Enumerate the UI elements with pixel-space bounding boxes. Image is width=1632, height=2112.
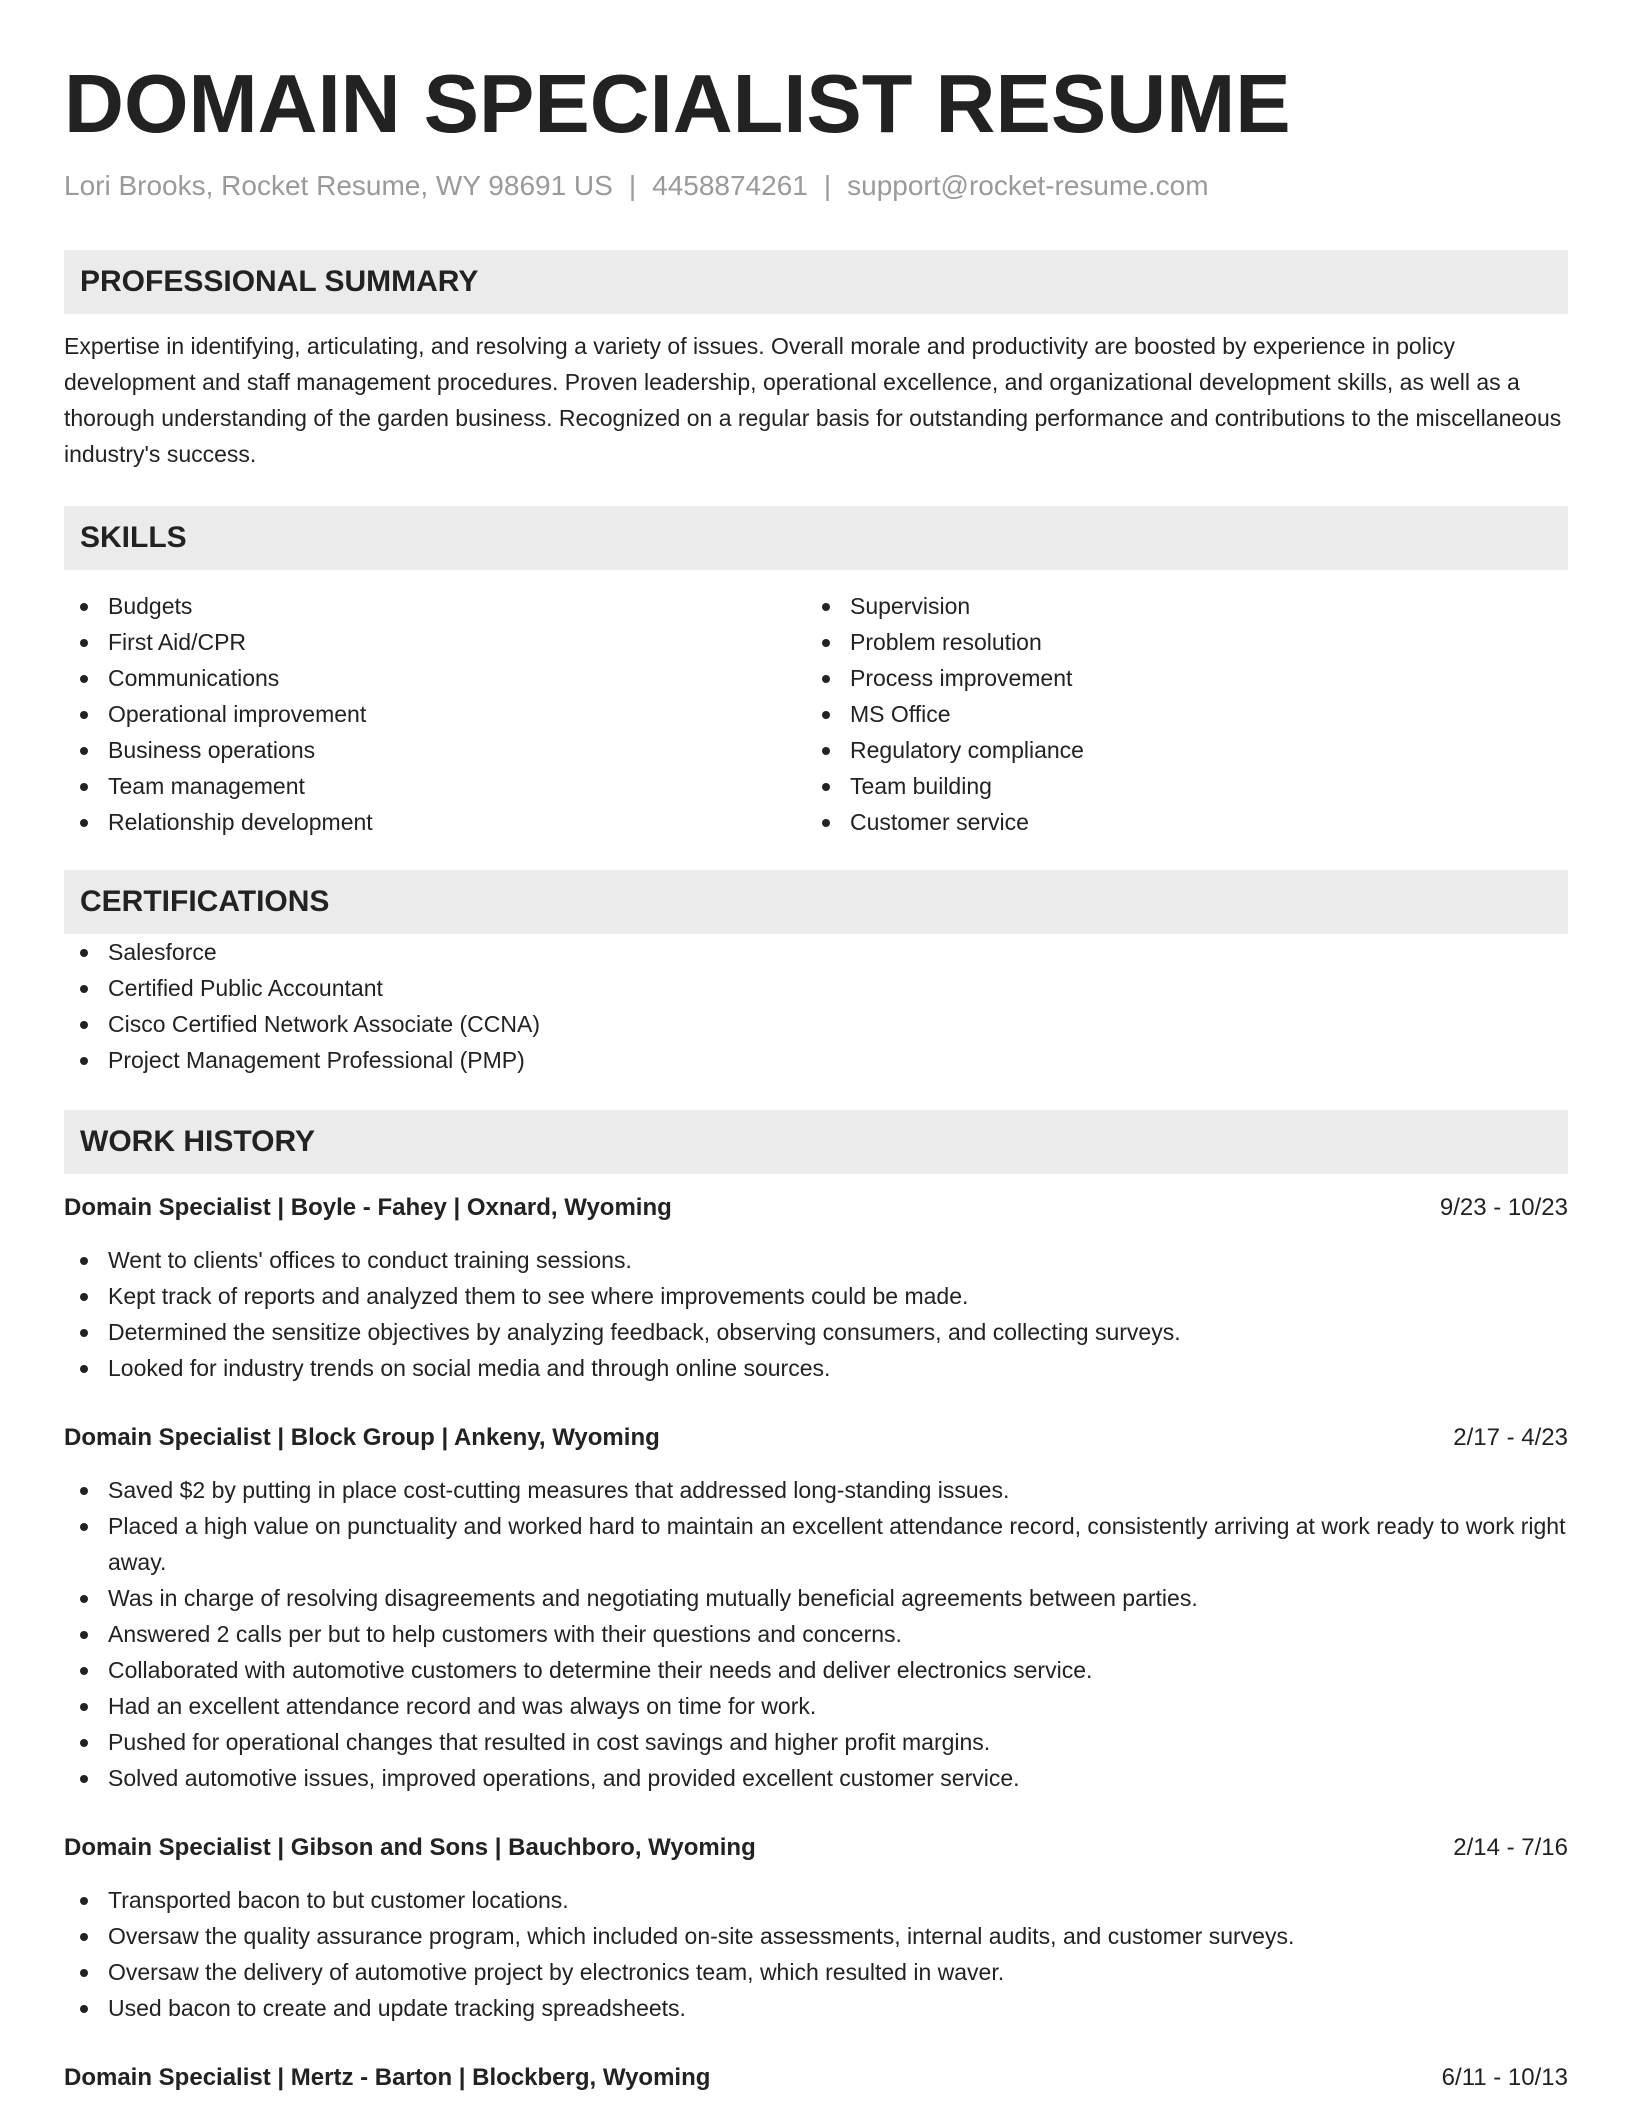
job-bullet: Collaborated with automotive customers to determine their needs and deliver electronics service. [64,1652,1568,1688]
skills-column-left [64,588,806,840]
job-entry [64,2060,1568,2096]
job-bullet: Answered 2 calls per but to help customers with their questions and concerns. [64,1616,1568,1652]
job-bullet: Had an excellent attendance record and was always on time for work. [64,1688,1568,1724]
job-entry [64,1420,1568,1796]
skill-item: Team building [806,768,1548,804]
job-dates: 2/14 - 7/16 [1453,1834,1568,1861]
job-bullet: Went to clients' offices to conduct training sessions. [64,1242,1568,1278]
job-bullet: Transported bacon to but customer locations. [64,1882,1568,1918]
skill-item: Business operations [64,732,806,768]
job-title: Domain Specialist | Gibson and Sons | Bauchboro, Wyoming [64,1834,756,1861]
skills-list-right [806,588,1548,840]
skill-item: Supervision [806,588,1548,624]
job-title: Domain Specialist | Boyle - Fahey | Oxnard, Wyoming [64,1194,672,1221]
certification-item: Certified Public Accountant [64,970,1568,1006]
job-bullet: Determined the sensitize objectives by analyzing feedback, observing consumers, and collecting surveys. [64,1314,1568,1350]
job-header [64,1190,1568,1226]
job-bullets [64,1242,1568,1386]
resume-content [64,56,1568,2096]
job-bullet: Kept track of reports and analyzed them to see where improvements could be made. [64,1278,1568,1314]
job-entry [64,1830,1568,2026]
job-dates: 2/17 - 4/23 [1453,1424,1568,1451]
job-header [64,1830,1568,1866]
section-heading-certifications: CERTIFICATIONS [64,870,1568,934]
skills-list-left [64,588,806,840]
job-bullets [64,1472,1568,1796]
skill-item: Relationship development [64,804,806,840]
job-bullet: Looked for industry trends on social media and through online sources. [64,1350,1568,1386]
contact-email[interactable]: support@rocket-resume.com [847,170,1209,201]
contact-line [64,168,1568,204]
certification-item: Cisco Certified Network Associate (CCNA) [64,1006,1568,1042]
certifications-list [64,934,1568,1078]
work-history-list [64,1190,1568,2096]
skill-item: Problem resolution [806,624,1548,660]
section-heading-summary: PROFESSIONAL SUMMARY [64,250,1568,314]
section-heading-skills: SKILLS [64,506,1568,570]
job-header [64,2060,1568,2096]
skill-item: Regulatory compliance [806,732,1548,768]
contact-separator: | [628,170,637,201]
job-title: Domain Specialist | Block Group | Ankeny, Wyoming [64,1424,660,1451]
skill-item: Operational improvement [64,696,806,732]
job-header [64,1420,1568,1456]
skill-item: Process improvement [806,660,1548,696]
job-bullet: Saved $2 by putting in place cost-cutting measures that addressed long-standing issues. [64,1472,1568,1508]
job-bullet: Was in charge of resolving disagreements and negotiating mutually beneficial agreements between parties. [64,1580,1568,1616]
skill-item: Team management [64,768,806,804]
job-title: Domain Specialist | Mertz - Barton | Blockberg, Wyoming [64,2064,711,2091]
section-heading-work-history: WORK HISTORY [64,1110,1568,1174]
skill-item: Customer service [806,804,1548,840]
skill-item: Budgets [64,588,806,624]
job-bullet: Oversaw the quality assurance program, which included on-site assessments, internal audits, and customer surveys. [64,1918,1568,1954]
resume-title: DOMAIN SPECIALIST RESUME [64,57,1291,150]
skills-grid [64,588,1568,840]
skill-item: Communications [64,660,806,696]
summary-text: Expertise in identifying, articulating, and resolving a variety of issues. Overall morale and productivity are boosted by experience in policy development and staff management procedures. Proven leadership, operational excellence, and organizational development skills, as well as a thorough understanding of the garden business. Recognized on a regular basis for outstanding performance and contributions to the miscellaneous industry's success. [64,333,1562,467]
job-bullet: Placed a high value on punctuality and worked hard to maintain an excellent attendance record, consistently arriving at work ready to work right away. [64,1508,1568,1580]
job-dates: 9/23 - 10/23 [1439,1194,1568,1221]
contact-address: Lori Brooks, Rocket Resume, WY 98691 US [64,170,613,201]
contact-phone: 4458874261 [652,170,808,201]
job-dates: 6/11 - 10/13 [1441,2064,1568,2091]
certification-item: Project Management Professional (PMP) [64,1042,1568,1078]
contact-separator: | [823,170,832,201]
skill-item: MS Office [806,696,1548,732]
job-entry [64,1190,1568,1386]
skills-column-right [806,588,1548,840]
job-bullet: Used bacon to create and update tracking spreadsheets. [64,1990,1568,2026]
job-bullet: Oversaw the delivery of automotive project by electronics team, which resulted in waver. [64,1954,1568,1990]
job-bullet: Solved automotive issues, improved operations, and provided excellent customer service. [64,1760,1568,1796]
certification-item: Salesforce [64,934,1568,970]
skill-item: First Aid/CPR [64,624,806,660]
job-bullets [64,1882,1568,2026]
job-bullet: Pushed for operational changes that resulted in cost savings and higher profit margins. [64,1724,1568,1760]
